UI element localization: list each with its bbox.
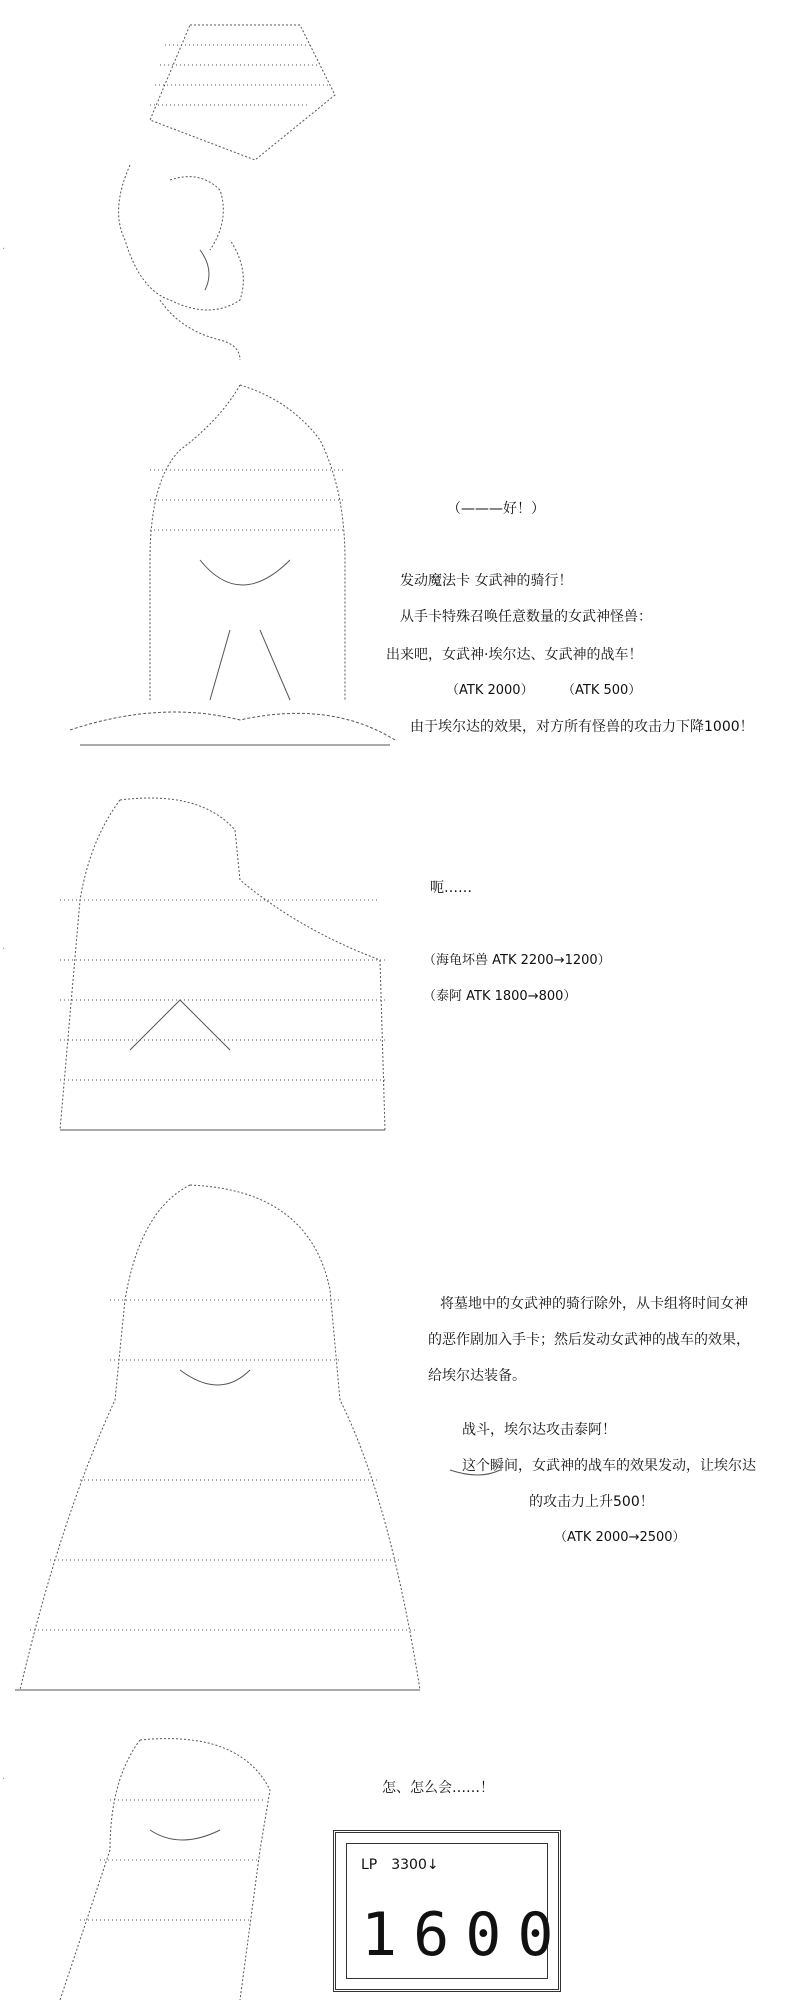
margin-dot: · [2,1774,6,1785]
atk-change: （泰阿 ATK 1800→800） [423,989,577,1004]
narration-line: 从手卡特殊召唤任意数量的女武神怪兽： [400,609,652,625]
life-points-box [333,1830,570,1992]
life-points-value: 1600 [361,1900,570,1970]
narration-line: 将墓地中的女武神的骑行除外，从卡组将时间女神 [440,1296,748,1312]
life-points-label: LP 3300↓ [361,1857,439,1873]
narration-line: 发动魔法卡 女武神的骑行！ [400,573,573,589]
narration-line: 出来吧，女武神·埃尔达、女武神的战车！ [386,647,643,663]
dialogue-line: 呃…… [430,880,472,896]
dialogue-line: 怎、怎么会……！ [382,1780,494,1796]
narration-line: 的攻击力上升500！ [529,1494,654,1510]
narration-line: 的恶作剧加入手卡；然后发动女武神的战车的效果， [428,1332,750,1348]
atk-value: （ATK 2000） [446,683,534,698]
atk-change: （海龟坏兽 ATK 2200→1200） [423,953,611,968]
girl-figure-drawing-3 [15,1185,500,1690]
girl-figure-drawing-4 [60,1739,270,2000]
narration-line: 由于埃尔达的效果，对方所有怪兽的攻击力下降1000！ [410,719,754,735]
life-points-inner-frame [346,1843,570,1979]
dialogue-line: （———好！） [447,501,545,517]
atk-change: （ATK 2000→2500） [554,1530,686,1545]
girl-figure-drawing-1 [70,385,395,745]
narration-line: 这个瞬间，女武神的战车的效果发动，让埃尔达 [462,1458,756,1474]
girl-figure-drawing-2 [60,798,385,1130]
atk-value: （ATK 500） [562,683,642,698]
margin-dot: · [2,944,6,955]
narration-line: 战斗，埃尔达攻击泰阿！ [462,1422,616,1438]
narration-line: 给埃尔达装备。 [428,1368,526,1384]
hand-with-card-drawing [119,25,335,360]
margin-dot: · [2,244,6,255]
